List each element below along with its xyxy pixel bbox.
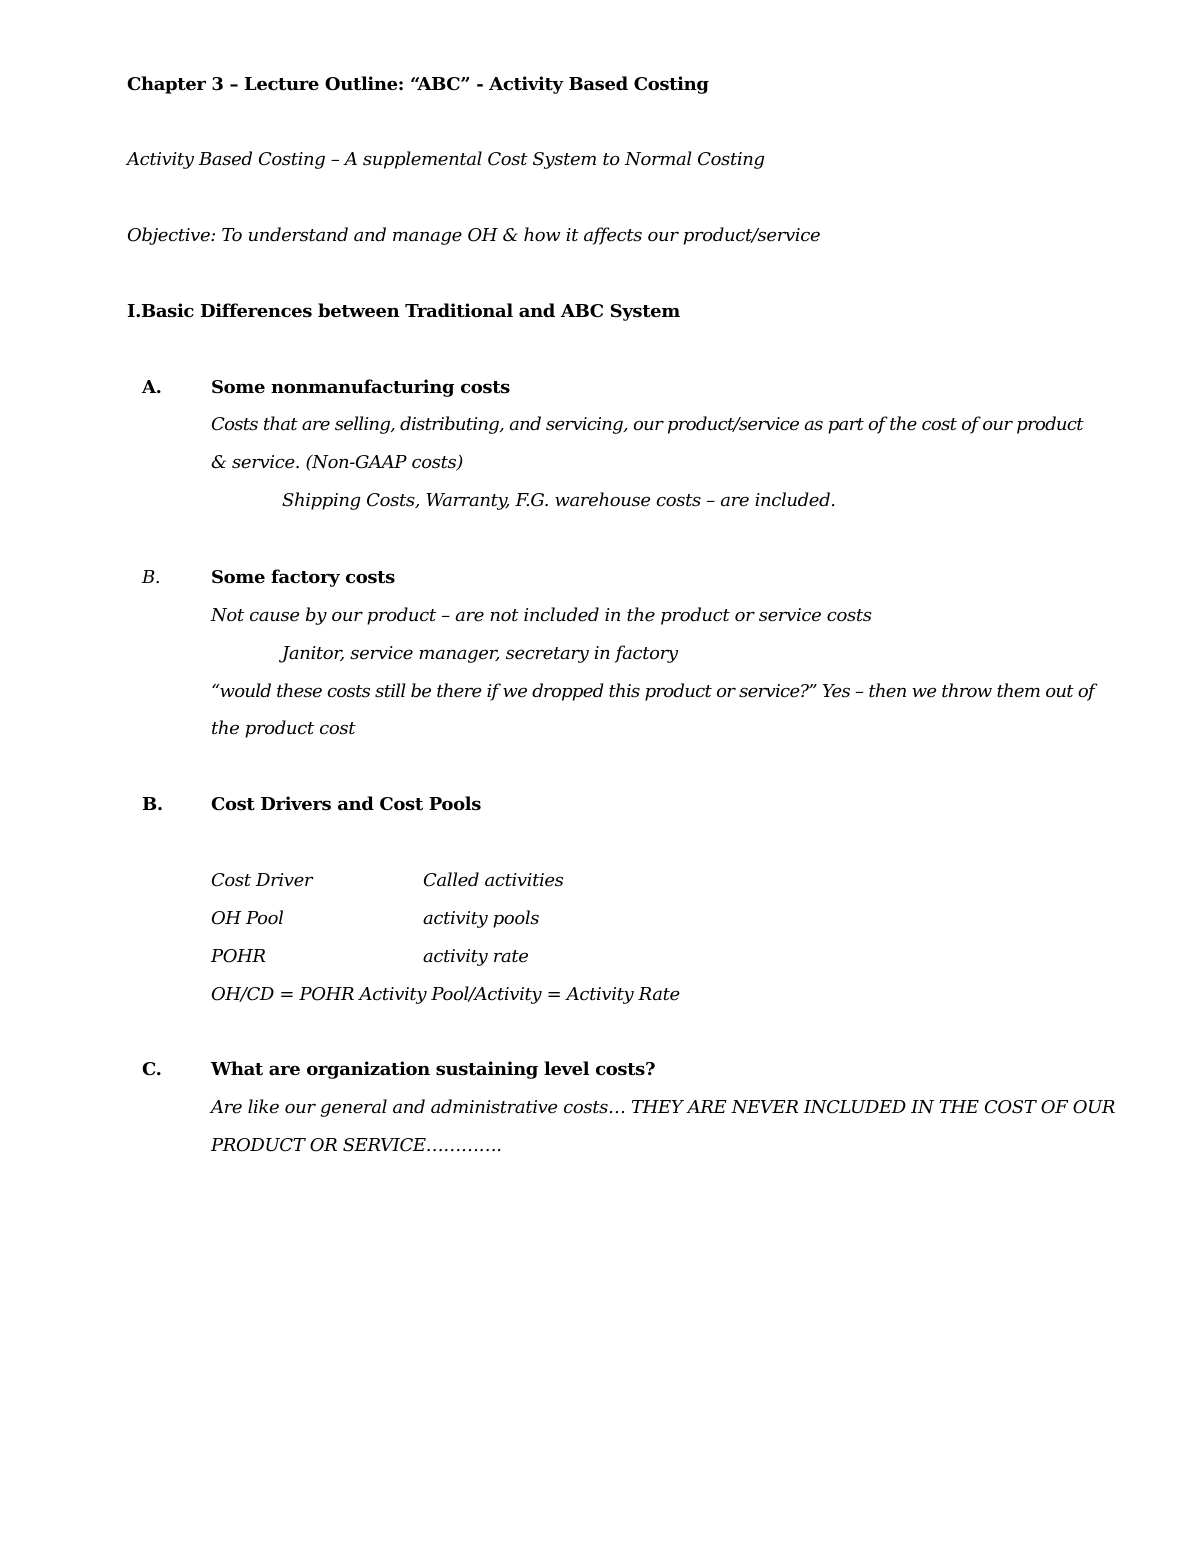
item-c-marker: C. bbox=[142, 1059, 162, 1080]
item-b1-description: Not cause by our product – are not included in the product or service costs bbox=[211, 605, 872, 626]
document-title: Chapter 3 – Lecture Outline: “ABC” - Activity Based Costing bbox=[127, 74, 709, 95]
item-c-description-line1: Are like our general and administrative costs… THEY ARE NEVER INCLUDED IN THE COST OF OUR bbox=[211, 1097, 1116, 1118]
item-a-marker: A. bbox=[142, 377, 162, 398]
item-c-heading: What are organization sustaining level costs? bbox=[211, 1059, 656, 1080]
item-a-description-line1: Costs that are selling, distributing, and servicing, our product/service as part of the cost of our product bbox=[211, 414, 1083, 435]
term-row-right: Called activities bbox=[423, 870, 564, 891]
section-heading: I.Basic Differences between Traditional and ABC System bbox=[127, 301, 680, 322]
item-b1-heading: Some factory costs bbox=[211, 567, 395, 588]
item-a-description-line2: & service. (Non-GAAP costs) bbox=[211, 452, 464, 473]
term-row-right: activity rate bbox=[423, 946, 529, 967]
item-b1-quote-line2: the product cost bbox=[211, 718, 356, 739]
item-b2-marker: B. bbox=[142, 794, 163, 815]
document-subtitle: Activity Based Costing – A supplemental Cost System to Normal Costing bbox=[127, 149, 765, 170]
item-c-description-line2: PRODUCT OR SERVICE…………. bbox=[211, 1135, 502, 1156]
formula-text: OH/CD = POHR Activity Pool/Activity = Activity Rate bbox=[211, 984, 680, 1005]
term-row-left: POHR bbox=[211, 946, 266, 967]
term-row-right: activity pools bbox=[423, 908, 540, 929]
item-b2-heading: Cost Drivers and Cost Pools bbox=[211, 794, 482, 815]
item-b1-marker: B. bbox=[142, 567, 161, 588]
item-b1-example: Janitor, service manager, secretary in factory bbox=[282, 643, 678, 664]
item-a-example: Shipping Costs, Warranty, F.G. warehouse costs – are included. bbox=[282, 490, 836, 511]
term-row-left: Cost Driver bbox=[211, 870, 313, 891]
item-a-heading: Some nonmanufacturing costs bbox=[211, 377, 510, 398]
item-b1-quote-line1: “would these costs still be there if we dropped this product or service?” Yes – then we throw them out of bbox=[211, 681, 1094, 702]
objective-text: Objective: To understand and manage OH & how it affects our product/service bbox=[127, 225, 821, 246]
term-row-left: OH Pool bbox=[211, 908, 284, 929]
